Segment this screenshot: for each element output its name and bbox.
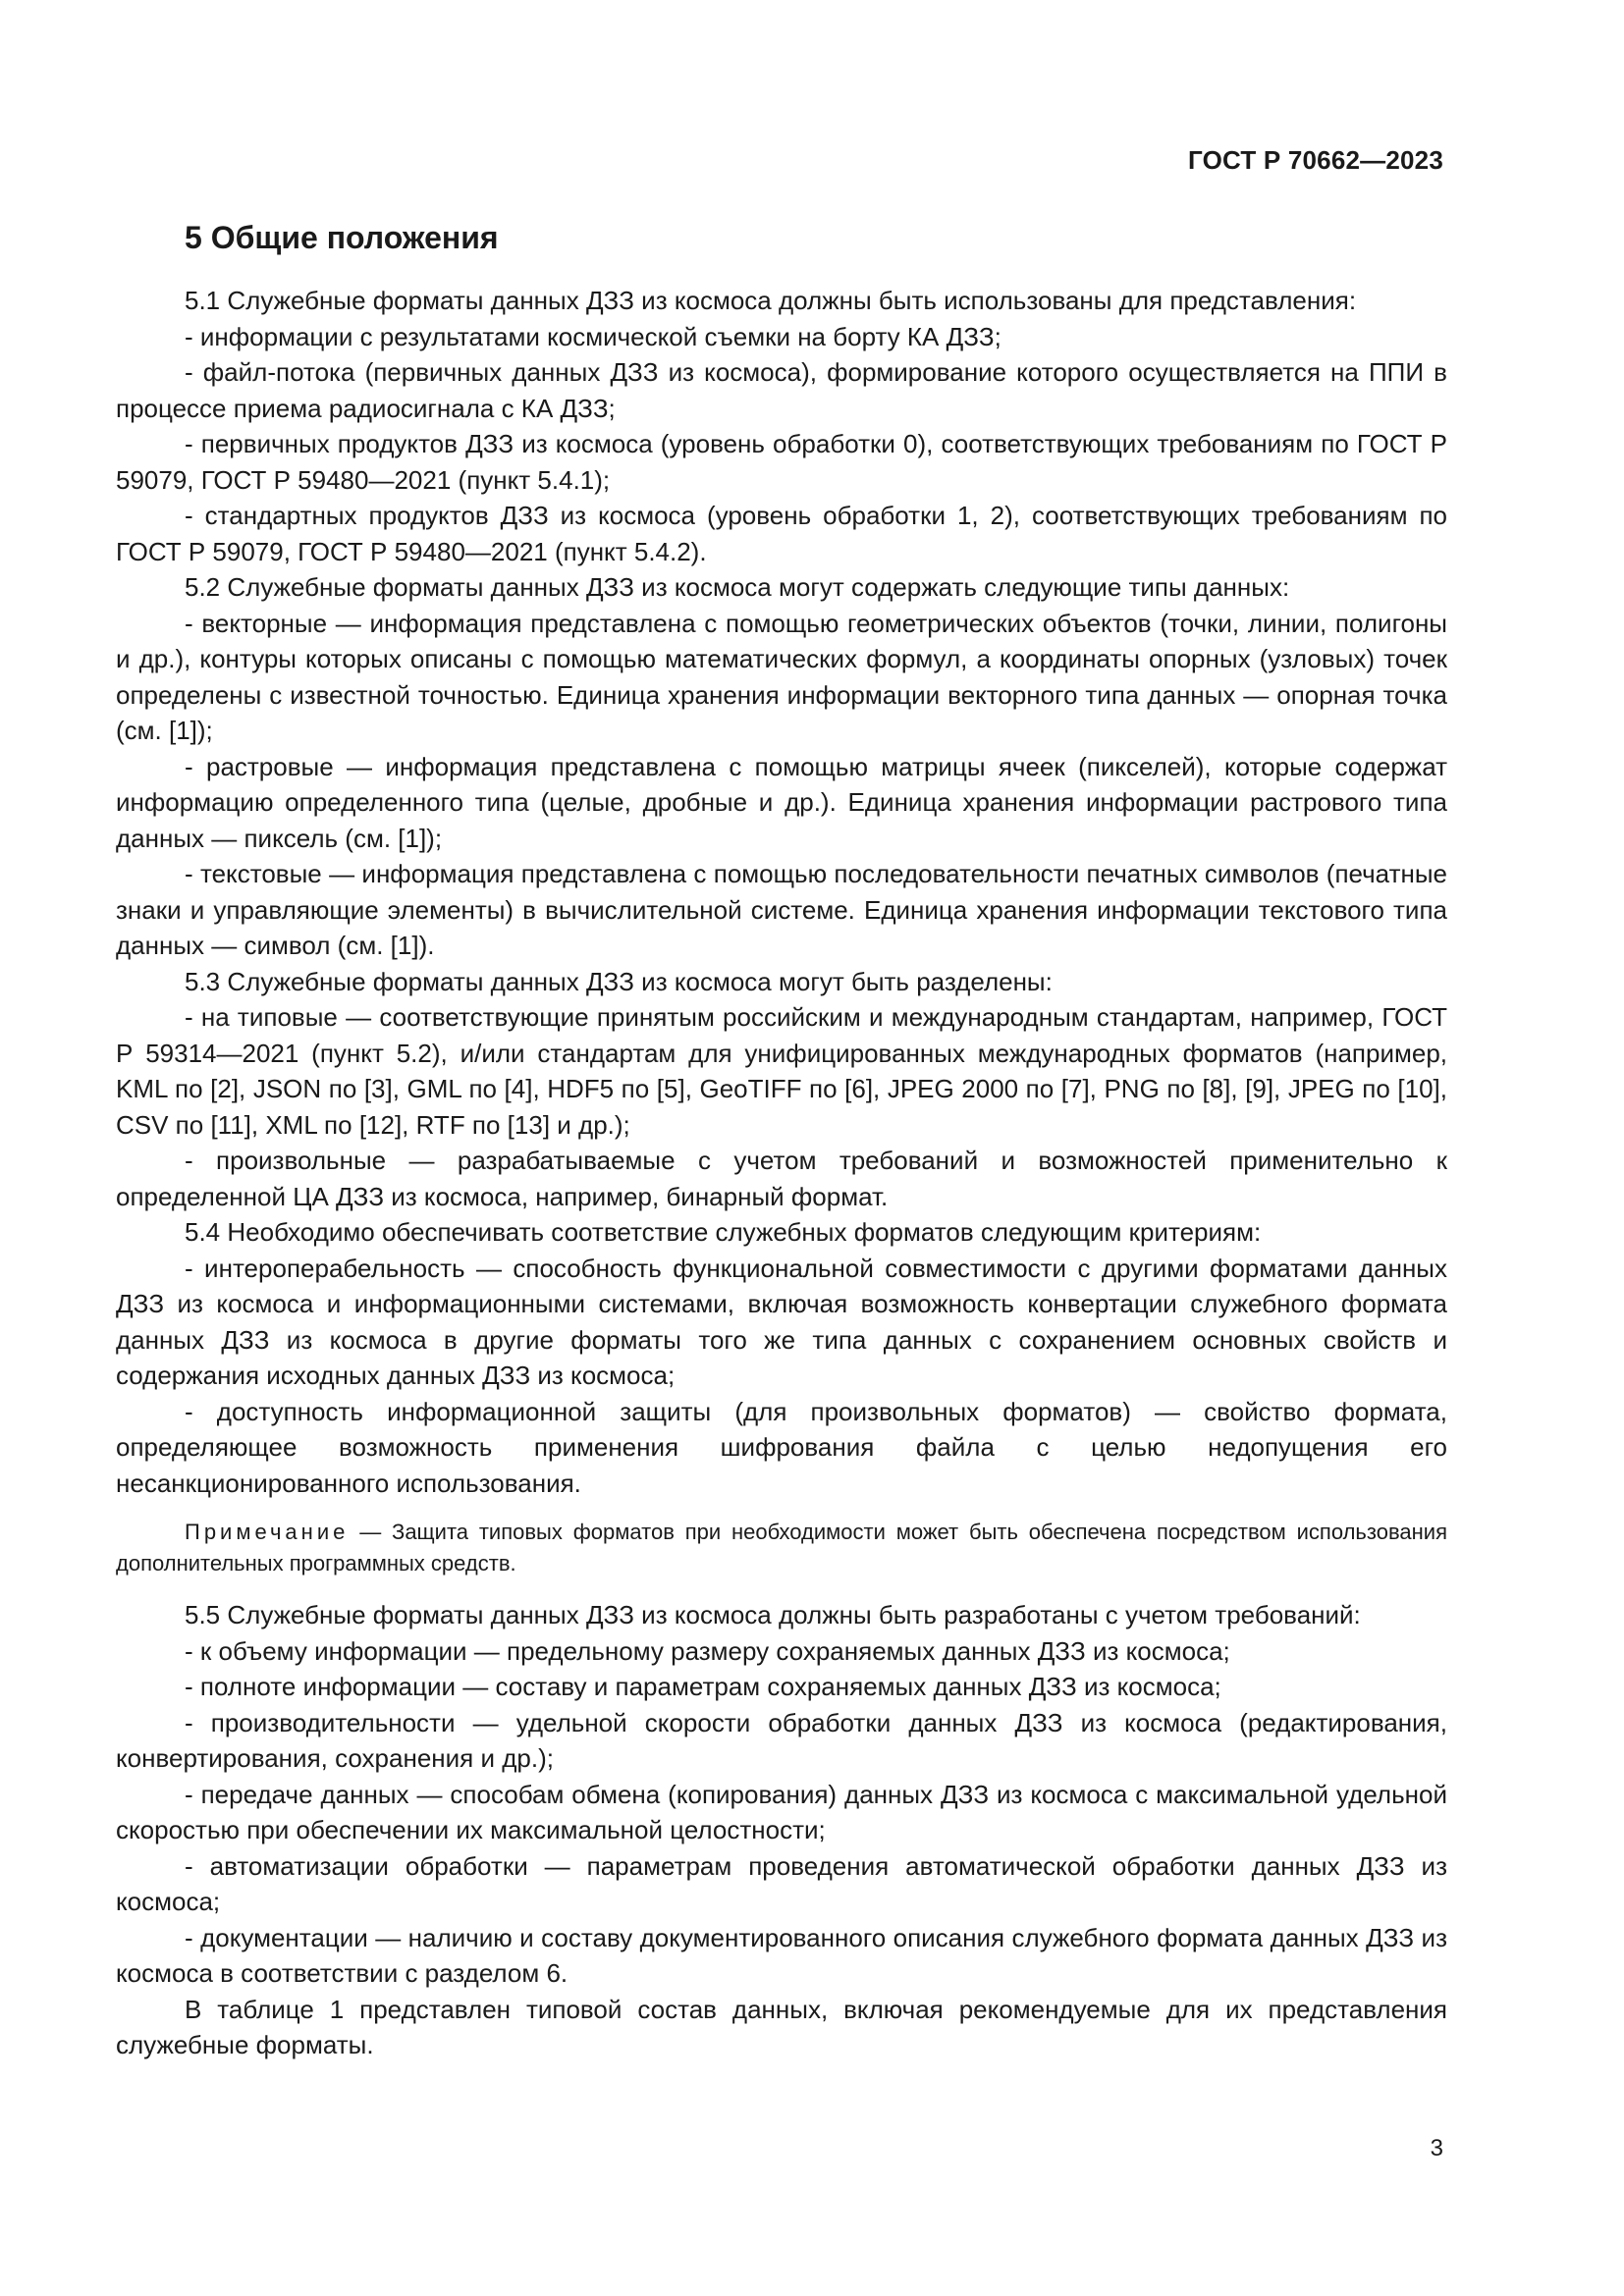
- paragraph: - стандартных продуктов ДЗЗ из космоса (уровень обработки 1, 2), соответствующих требованиям по ГОСТ Р 59079, ГОСТ Р 59480—2021 (пункт 5.4.2).: [116, 501, 1447, 566]
- paragraph: - информации с результатами космической съемки на борту КА ДЗЗ;: [185, 321, 1001, 351]
- paragraph: - файл-потока (первичных данных ДЗЗ из космоса), формирование которого осуществляется на ППИ в процессе приема радиосигнала с КА ДЗЗ;: [116, 357, 1447, 423]
- paragraph: - первичных продуктов ДЗЗ из космоса (уровень обработки 0), соответствующих требованиям по ГОСТ Р 59079, ГОСТ Р 59480—2021 (пункт 5.4.1);: [116, 429, 1447, 495]
- paragraph: - доступность информационной защиты (для произвольных форматов) — свойство формата, определяющее возможность применения шифрования файла с целью недопущения его несанкционированного использования.: [116, 1396, 1447, 1498]
- paragraph: В таблице 1 представлен типовой состав данных, включая рекомендуемые для их представления служебные форматы.: [116, 1994, 1447, 2059]
- page-number: 3: [1430, 2135, 1443, 2162]
- paragraph: - производительности — удельной скорости обработки данных ДЗЗ из космоса (редактирования, конвертирования, сохранения и др.);: [116, 1707, 1447, 1773]
- paragraph: - произвольные — разрабатываемые с учетом требований и возможностей применительно к определенной ЦА ДЗЗ из космоса, например, бинарный формат.: [116, 1146, 1447, 1211]
- page-content: [116, 218, 1447, 2063]
- note-label: Примечание: [185, 1520, 350, 1544]
- paragraph: - передаче данных — способам обмена (копирования) данных ДЗЗ из космоса с максимальной удельной скоростью при обеспечении их максимальной целостности;: [116, 1779, 1447, 1844]
- note-text: — Защита типовых форматов при необходимости может быть обеспечена посредством использования дополнительных программных средств.: [116, 1520, 1447, 1575]
- paragraph: 5.5 Служебные форматы данных ДЗЗ из космоса должны быть разработаны с учетом требований:: [185, 1600, 1361, 1629]
- paragraph: 5.1 Служебные форматы данных ДЗЗ из космоса должны быть использованы для представления:: [185, 286, 1357, 315]
- paragraph: - автоматизации обработки — параметрам проведения автоматической обработки данных ДЗЗ из космоса;: [116, 1850, 1447, 1916]
- paragraph: 5.3 Служебные форматы данных ДЗЗ из космоса могут быть разделены:: [185, 966, 1053, 996]
- paragraph: - векторные — информация представлена с помощью геометрических объектов (точки, линии, полигоны и др.), контуры которых описаны с помощью математических формул, а координаты опорных (узловых) точек определены с известной точностью. Единица хранения информации векторного типа данных — опорная точка (см. [1]);: [116, 608, 1447, 745]
- paragraph: - растровые — информация представлена с помощью матрицы ячеек (пикселей), которые содержат информацию определенного типа (целые, дробные и др.). Единица хранения информации растрового типа данных — пиксель (см. [1]);: [116, 751, 1447, 853]
- paragraph: - на типовые — соответствующие принятым российским и международным стандартам, например, ГОСТ Р 59314—2021 (пункт 5.2), и/или стандартам для унифицированных международных форматов (например, KML по [2], JSON по [3], GML по [4], HDF5 по [5], GeoTIFF по [6], JPEG 2000 по [7], PNG по [8], [9], JPEG по [10], CSV по [11], XML по [12], RTF по [13] и др.);: [116, 1002, 1447, 1140]
- paragraph: - полноте информации — составу и параметрам сохраняемых данных ДЗЗ из космоса;: [185, 1672, 1221, 1701]
- paragraph: - документации — наличию и составу документированного описания служебного формата данных ДЗЗ из космоса в соответствии с разделом 6.: [116, 1922, 1447, 1988]
- paragraph: - к объему информации — предельному размеру сохраняемых данных ДЗЗ из космоса;: [185, 1635, 1230, 1666]
- document-id: ГОСТ Р 70662—2023: [1188, 145, 1443, 175]
- paragraph: - интероперабельность — способность функциональной совместимости с другими форматами данных ДЗЗ из космоса и информационными системами, включая возможность конвертации служебного формата данных ДЗЗ из космоса в другие форматы того же типа данных с сохранением основных свойств и содержания исходных данных ДЗЗ из космоса;: [116, 1253, 1447, 1390]
- section-title: 5 Общие положения: [185, 220, 499, 255]
- note: [116, 1517, 1447, 1579]
- paragraph: - текстовые — информация представлена с помощью последовательности печатных символов (печатные знаки и управляющие элементы) в вычислительной системе. Единица хранения информации текстового типа данных — символ (см. [1]).: [116, 859, 1447, 960]
- paragraph: 5.2 Служебные форматы данных ДЗЗ из космоса могут содержать следующие типы данных:: [185, 572, 1290, 602]
- paragraph: 5.4 Необходимо обеспечивать соответствие служебных форматов следующим критериям:: [185, 1217, 1262, 1247]
